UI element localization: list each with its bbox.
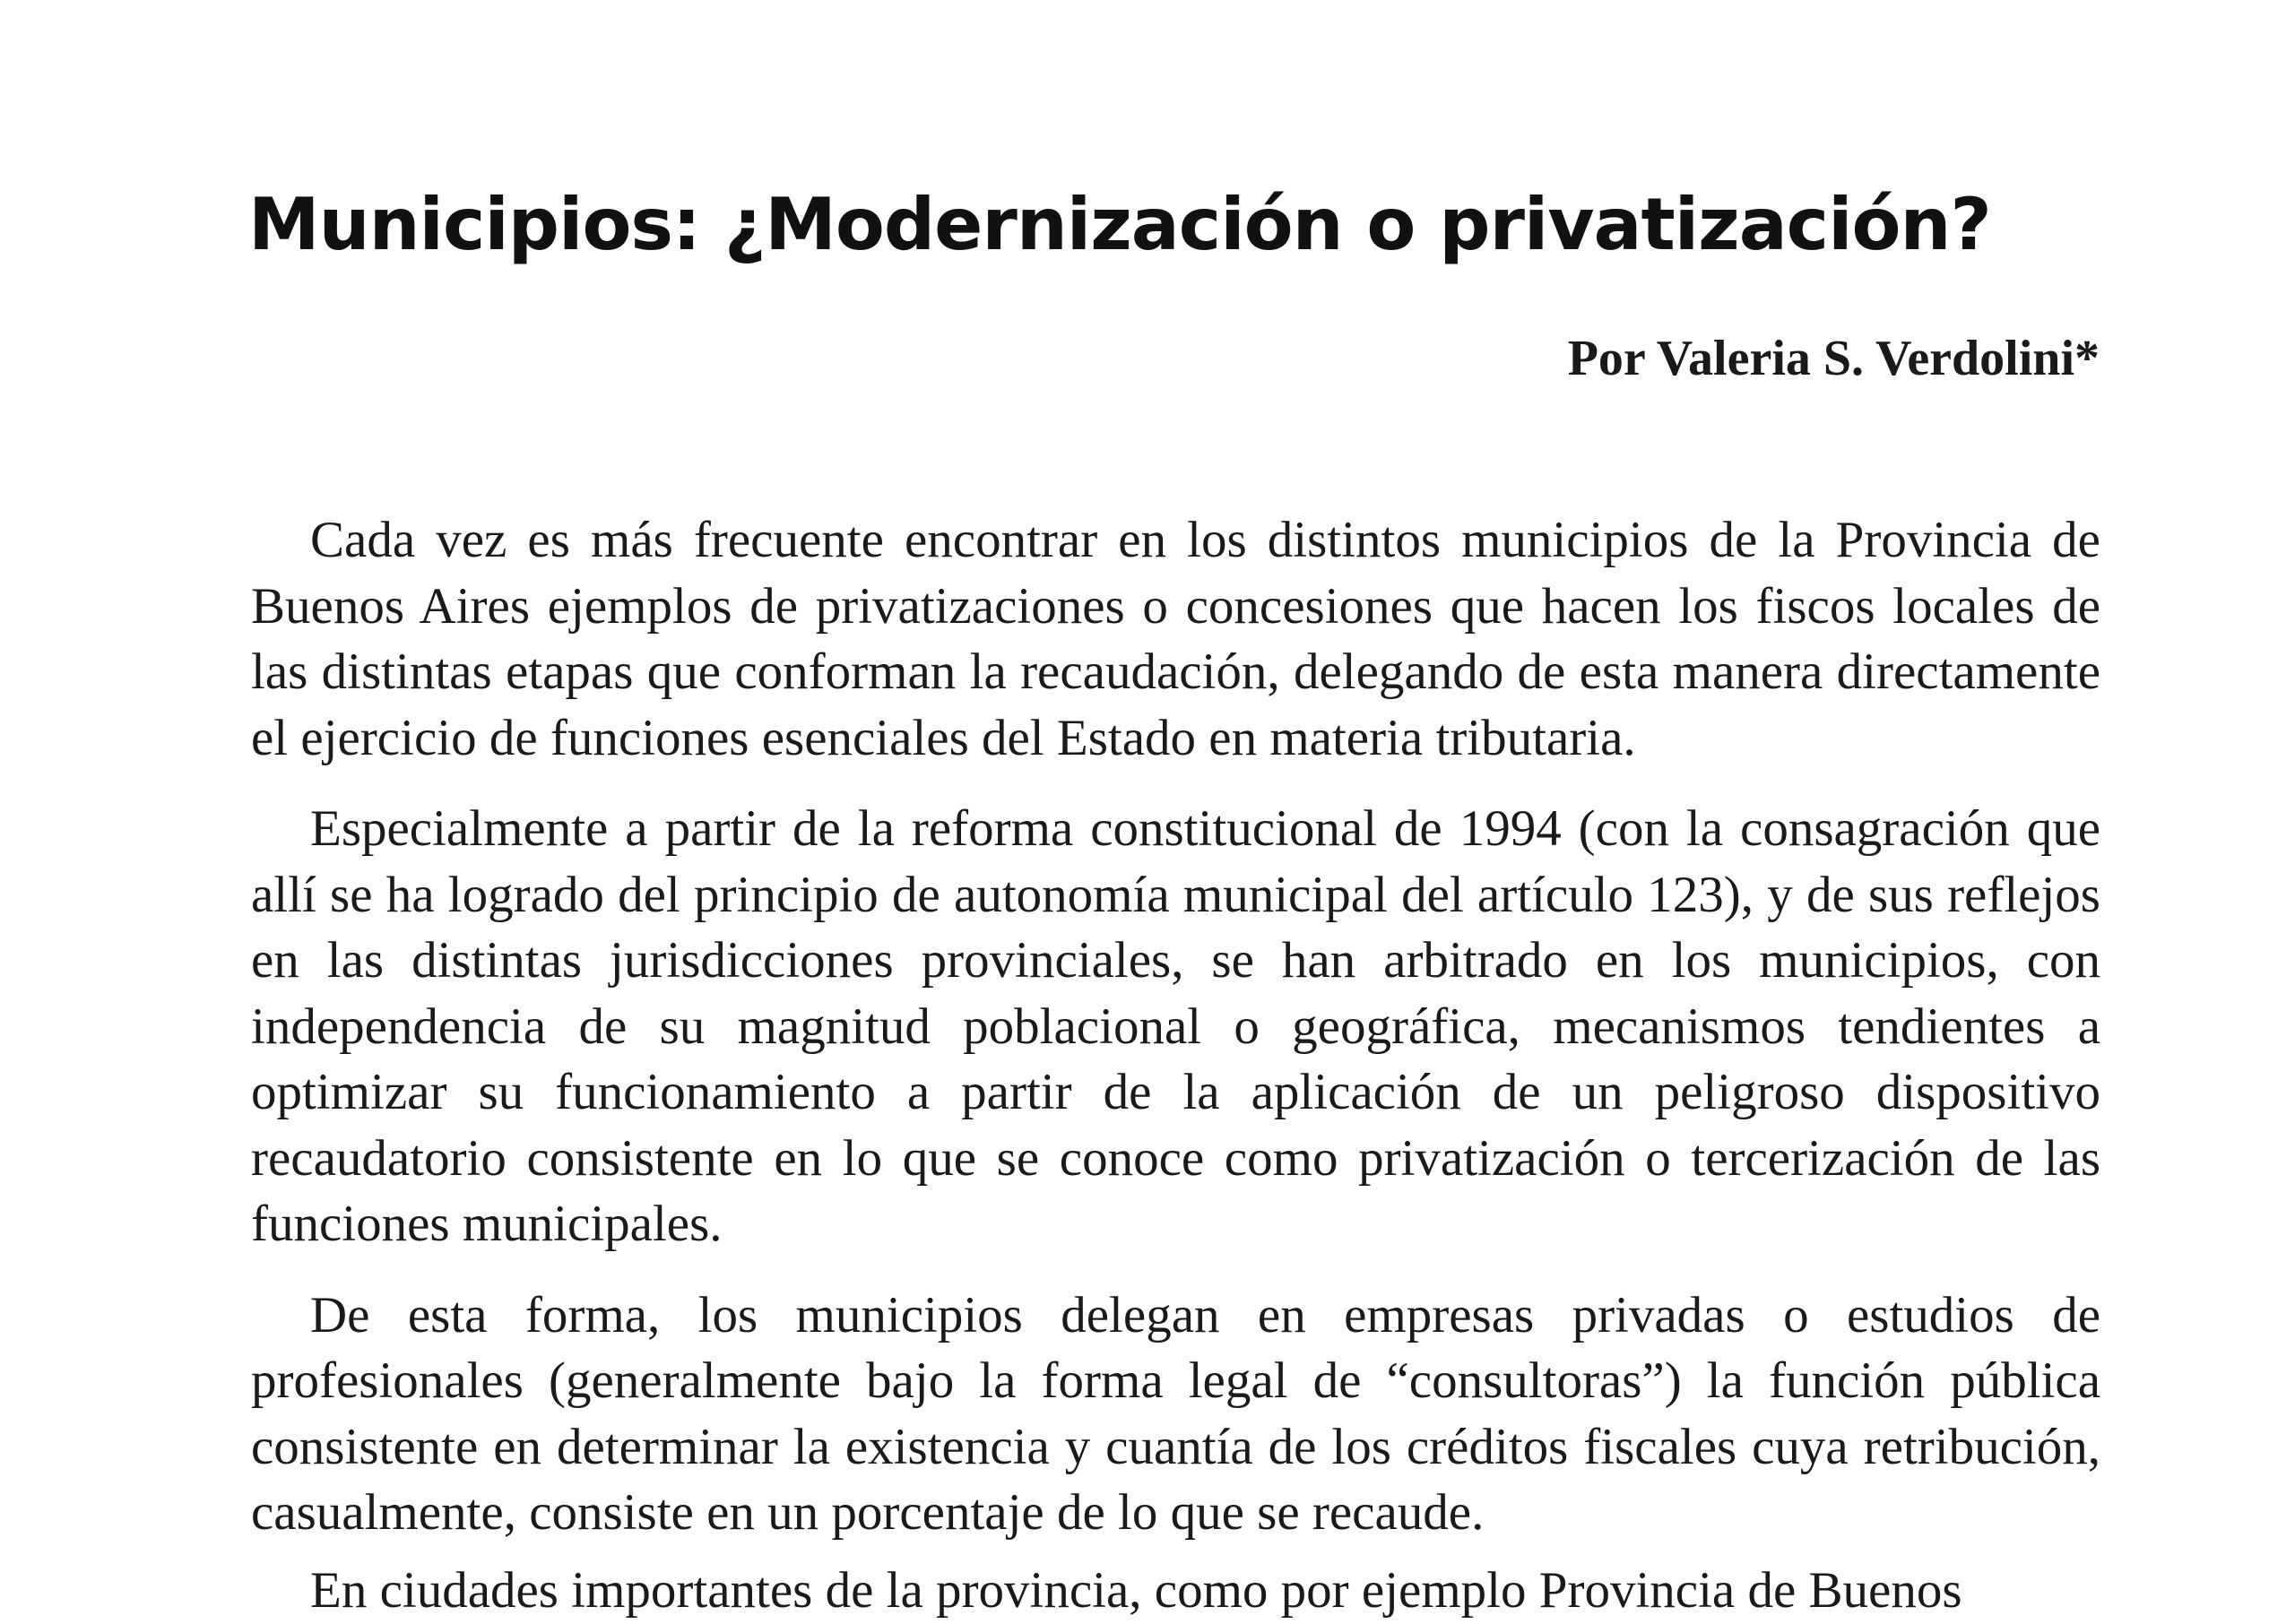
paragraph-partial: En ciudades importantes de la provincia, como por ejemplo Provincia de Buenos bbox=[310, 1562, 1962, 1619]
paragraph: De esta forma, los municipios delegan en empresas privadas o estudios de profesionales (generalmente bajo la forma legal de “consultoras”) la función pública consistente en determinar la existencia y cuantía de los créditos fiscales cuya retribución, casualmente, consiste en un porcentaje de lo que se recaude. bbox=[251, 1286, 2100, 1541]
paragraph: Especialmente a partir de la reforma constitucional de 1994 (con la consagración que allí se ha logrado del principio de autonomía municipal del artículo 123), y de sus reflejos en las distintas jurisdicciones provinciales, se han arbitrado en los municipios, con independencia de su magnitud poblacional o geográfica, mecanismos tendientes a optimizar su funcionamiento a partir de la aplicación de un peligroso dispositivo recaudatorio consistente en lo que se conoce como privatización o tercerización de las funciones municipales. bbox=[251, 800, 2100, 1252]
author-byline: Por Valeria S. Verdolini* bbox=[1567, 331, 2100, 386]
article-title: Municipios: ¿Modernización o privatización? bbox=[248, 183, 1991, 266]
article-body bbox=[251, 507, 2100, 1571]
paragraph: Cada vez es más frecuente encontrar en los distintos municipios de la Provincia de Buenos Aires ejemplos de privatizaciones o concesiones que hacen los fiscos locales de las distintas etapas que conforman la recaudación, delegando de esta manera directamente el ejercicio de funciones esenciales del Estado en materia tributaria. bbox=[251, 512, 2100, 766]
